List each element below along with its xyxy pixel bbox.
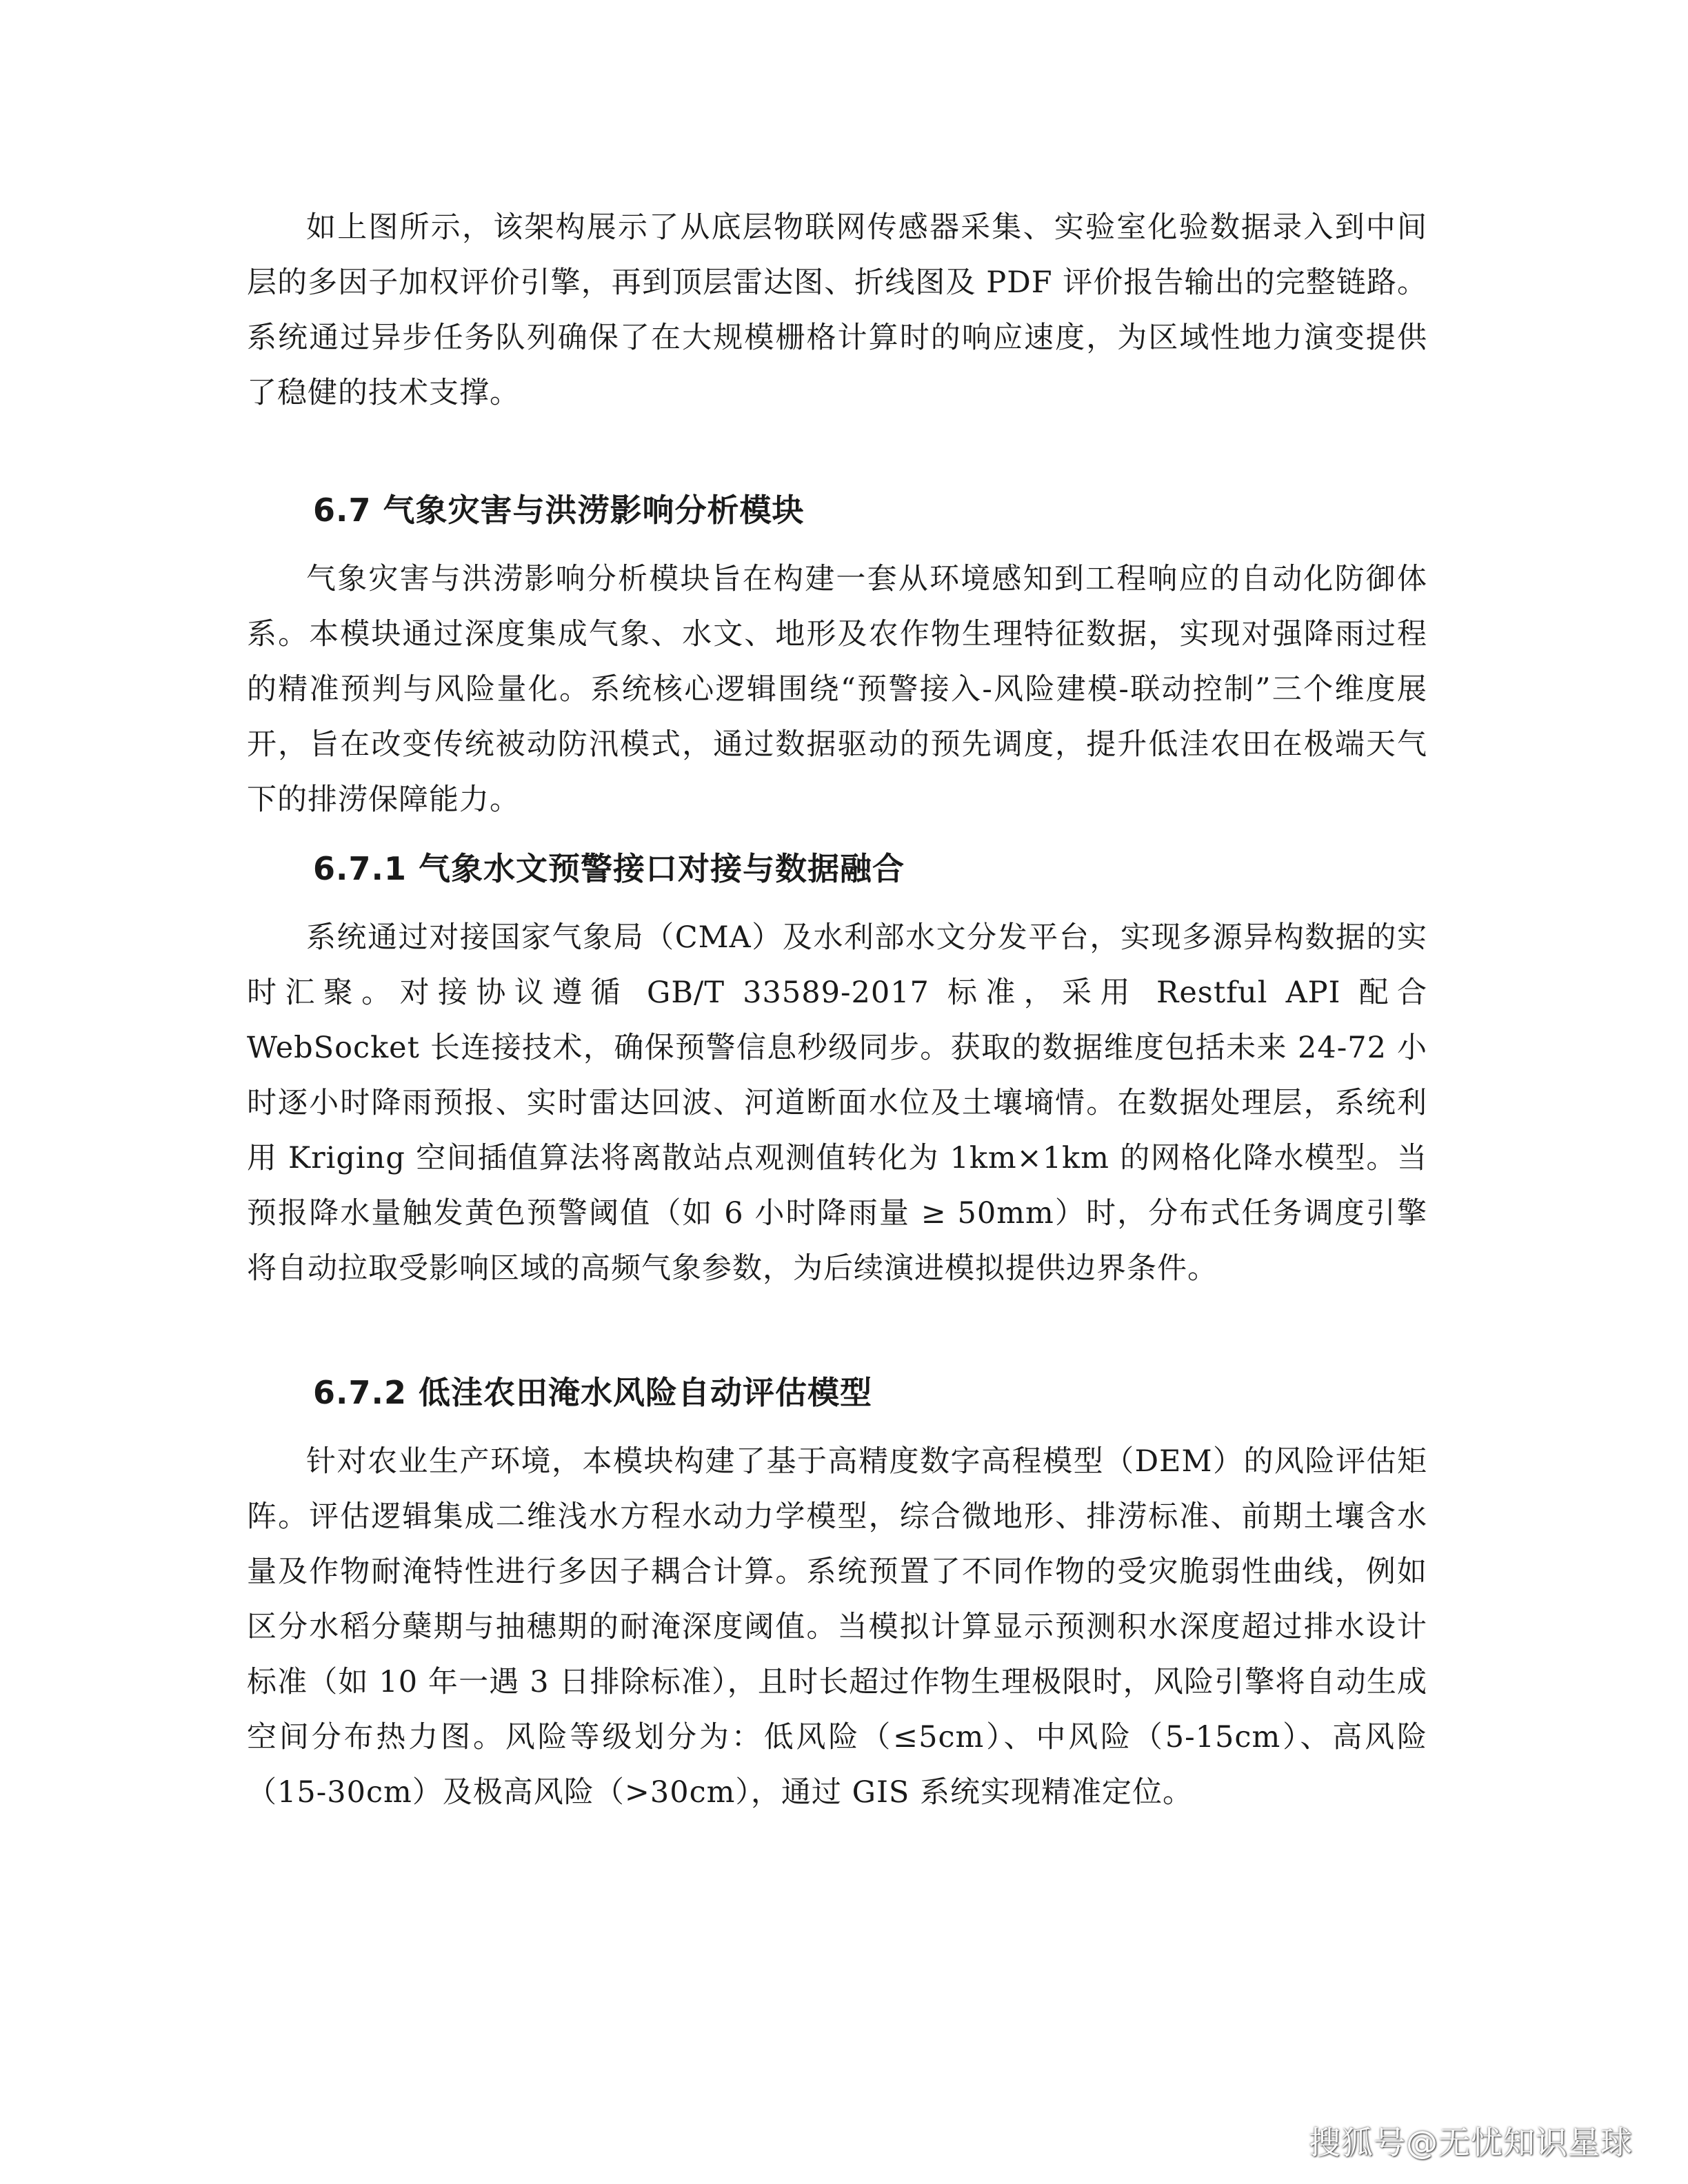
paragraph-risk-model: 针对农业生产环境，本模块构建了基于高精度数字高程模型（DEM）的风险评估矩阵。评估逻辑集成二维浅水方程水动力学模型，综合微地形、排涝标准、前期土壤含水量及作物耐淹特性进行多因子耦合计算。系统预置了不同作物的受灾脆弱性曲线，例如区分水稻分蘖期与抽穗期的耐淹深度阈值。当模拟计算显示预测积水深度超过排水设计标准（如 10 年一遇 3 日排除标准），且时长超过作物生理极限时，风险引擎将自动生成空间分布热力图。风险等级划分为：低风险（≤5cm）、中风险（5-15cm）、高风险（15-30cm）及极高风险（>30cm），通过 GIS 系统实现精准定位。	[247, 1444, 1427, 1810]
watermark-text: 搜狐号@无忧知识星球	[1309, 2124, 1633, 2161]
section-heading-6-7-2: 6.7.2 低洼农田淹水风险自动评估模型	[313, 1374, 872, 1411]
paragraph-data-fusion: 系统通过对接国家气象局（CMA）及水利部水文分发平台，实现多源异构数据的实时汇聚。对接协议遵循 GB/T 33589-2017 标准，采用 Restful API 配合 WebSocket 长连接技术，确保预警信息秒级同步。获取的数据维度包括未来 24-72 小时逐小时降雨预报、实时雷达回波、河道断面水位及土壤墒情。在数据处理层，系统利用 Kriging 空间插值算法将离散站点观测值转化为 1km×1km 的网格化降水模型。当预报降水量触发黄色预警阈值（如 6 小时降雨量 ≥ 50mm）时，分布式任务调度引擎将自动拉取受影响区域的高频气象参数，为后续演进模拟提供边界条件。	[247, 920, 1427, 1286]
paragraph-module-intro: 气象灾害与洪涝影响分析模块旨在构建一套从环境感知到工程响应的自动化防御体系。本模块通过深度集成气象、水文、地形及农作物生理特征数据，实现对强降雨过程的精准预判与风险量化。系统核心逻辑围绕“预警接入-风险建模-联动控制”三个维度展开，旨在改变传统被动防汛模式，通过数据驱动的预先调度，提升低洼农田在极端天气下的排涝保障能力。	[247, 562, 1427, 817]
section-heading-6-7-1: 6.7.1 气象水文预警接口对接与数据融合	[313, 850, 905, 887]
paragraph-architecture-summary: 如上图所示，该架构展示了从底层物联网传感器采集、实验室化验数据录入到中间层的多因子加权评价引擎，再到顶层雷达图、折线图及 PDF 评价报告输出的完整链路。系统通过异步任务队列确保了在大规模栅格计算时的响应速度，为区域性地力演变提供了稳健的技术支撑。	[247, 210, 1427, 410]
section-heading-6-7: 6.7 气象灾害与洪涝影响分析模块	[313, 492, 805, 529]
